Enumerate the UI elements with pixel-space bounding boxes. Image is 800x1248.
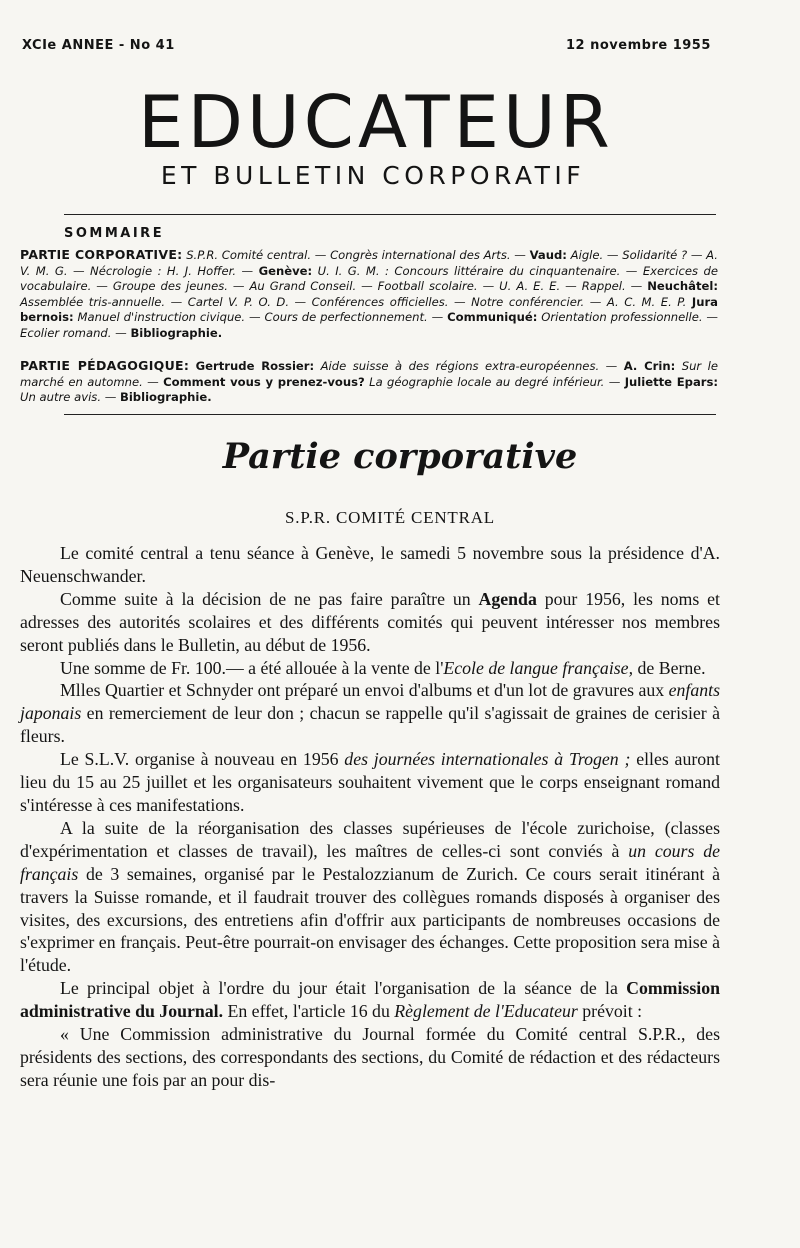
sommaire-text: Orientation professionnelle. — Ecolier romand. — (20, 310, 719, 340)
sommaire-heading: SOMMAIRE (64, 226, 165, 241)
article-body (20, 542, 720, 1092)
sommaire-text: Manuel d'instruction civique. — Cours de perfectionnement. — (77, 310, 444, 325)
sommaire-text: Assemblée tris-annuelle. — Cartel V. P. O. D. — Conférences officielles. — Notre conférencier. — A. C. M. E. P. (20, 294, 687, 309)
paragraph (20, 679, 720, 748)
emphasis-reglement: Règlement de l'Educateur (394, 1001, 578, 1022)
sommaire-text: Aigle. — Solidarité ? — A. V. M. G. — Nécrologie : H. J. Hoffer. — (20, 248, 718, 278)
sommaire-text: Sur le marché en automne. — (20, 359, 719, 389)
sommaire-section-communique: Communiqué: (447, 310, 538, 325)
divider-bottom (64, 414, 716, 415)
journal-subtitle: ET BULLETIN CORPORATIF (160, 161, 586, 190)
issue-date: 12 novembre 1955 (566, 38, 711, 53)
paragraph (20, 588, 720, 657)
emphasis-commission: Commission administrative du Journal. (20, 978, 720, 1022)
paragraph-text: en remerciement de leur don ; chacun se rappelle qu'il s'agissait de graines de cerisier à fleurs. (20, 703, 721, 747)
sommaire-author: Gertrude Rossier: (195, 359, 315, 373)
emphasis-cours: un cours de français (20, 840, 720, 884)
paragraph-text: En effet, l'article 16 du (227, 1001, 390, 1022)
paragraph-text: A la suite de la réorganisation des classes supérieuses de l'école zurichoise, (classes d'expérimentation et classes de travail), les maîtres de celles-ci sont conviés à (20, 817, 720, 861)
paragraph (20, 1023, 720, 1092)
sommaire-section-jura: Jura bernois: (20, 294, 718, 325)
sommaire-section-geneve: Genève: (258, 263, 313, 278)
sommaire-corporative-lead: PARTIE CORPORATIVE: (20, 247, 183, 262)
emphasis-journees: des journées internationales à Trogen ; (344, 749, 631, 770)
paragraph (20, 542, 720, 588)
emphasis-enfants: enfants japonais (20, 680, 720, 724)
sommaire-text: La géographie locale au degré inférieur. — (369, 374, 621, 389)
paragraph-text: de Berne. (637, 657, 706, 678)
paragraph (20, 977, 720, 1023)
emphasis-agenda: Agenda (478, 588, 537, 609)
sommaire-author: Juliette Epars: (624, 374, 719, 389)
paragraph-text: Mlles Quartier et Schnyder ont préparé un envoi d'albums et d'un lot de gravures aux (60, 680, 665, 701)
sommaire-pedagogique-lead: PARTIE PÉDAGOGIQUE: (20, 358, 190, 373)
paragraph-text: Le comité central a tenu séance à Genève, le samedi 5 novembre sous la présidence d'A. Neuenschwander. (20, 543, 720, 586)
paragraph-text: Le S.L.V. organise à nouveau en 1956 (60, 749, 339, 770)
paragraph (20, 817, 720, 977)
sommaire-column: Comment vous y prenez-vous? (163, 374, 365, 389)
sommaire-text: Un autre avis. — (20, 390, 117, 405)
issue-number: XCIe ANNEE - No 41 (22, 38, 175, 53)
section-title: Partie corporative (222, 436, 578, 477)
sommaire-bibliographie: Bibliographie. (119, 390, 212, 405)
sommaire-text: S.P.R. Comité central. — Congrès international des Arts. — (186, 248, 526, 262)
sommaire-corporative (20, 247, 718, 342)
sommaire-pedagogique (20, 358, 718, 406)
paragraph-text: prévoit : (582, 1001, 643, 1022)
sommaire-section-vaud: Vaud: (529, 248, 567, 262)
sommaire-author: A. Crin: (623, 359, 676, 373)
emphasis-ecole: Ecole de langue française, (443, 657, 634, 678)
article-heading: S.P.R. COMITÉ CENTRAL (285, 508, 495, 527)
paragraph-text: de 3 semaines, organisé par le Pestalozzianum de Zurich. Ce cours serait itinérant à travers la Suisse romande, et il faudrait trouver des collègues romands disposés à organiser des visites, des excursions, des entretiens afin d'offrir aux participants de nombreuses occasions de s'exprimer en français. Peut-être pourrait-on envisager des échanges. Cette proposition sera mise à l'étude. (20, 863, 720, 976)
sommaire-bibliographie: Bibliographie. (130, 325, 223, 340)
sommaire-section-neuchatel: Neuchâtel: (647, 279, 718, 294)
divider-top (64, 214, 716, 215)
journal-title: EDUCATEUR (138, 80, 614, 164)
sommaire-text: Aide suisse à des régions extra-européennes. — (320, 359, 618, 373)
sommaire-text: U. I. G. M. : Concours littéraire du cinquantenaire. — Exercices de vocabulaire. — Groupe des jeunes. — Au Grand Conseil. — Football scolaire. — U. A. E. E. — Rappel. — (20, 263, 719, 294)
paragraph (20, 657, 720, 680)
paragraph-text: pour 1956, les noms et adresses des autorités scolaires et des différents comités qui peuvent intéresser nos membres seront publiés dans le Bulletin, au début de 1956. (20, 588, 720, 655)
paragraph-text: elles auront lieu du 15 au 25 juillet et les organisateurs souhaitent vivement que le corps enseignant romand s'intéresse à ces manifestations. (20, 749, 720, 815)
paragraph-text: « Une Commission administrative du Journal formée du Comité central S.P.R., des présidents des sections, des correspondants des sections, du Comité de rédaction et des rédacteurs sera réunie une fois par an pour dis- (20, 1024, 720, 1090)
paragraph-text: Le principal objet à l'ordre du jour était l'organisation de la séance de la (60, 978, 618, 999)
paragraph-text: Comme suite à la décision de ne pas faire paraître un (60, 588, 471, 609)
paragraph (20, 748, 720, 817)
paragraph-text: Une somme de Fr. 100.— a été allouée à la vente de l' (60, 657, 444, 678)
